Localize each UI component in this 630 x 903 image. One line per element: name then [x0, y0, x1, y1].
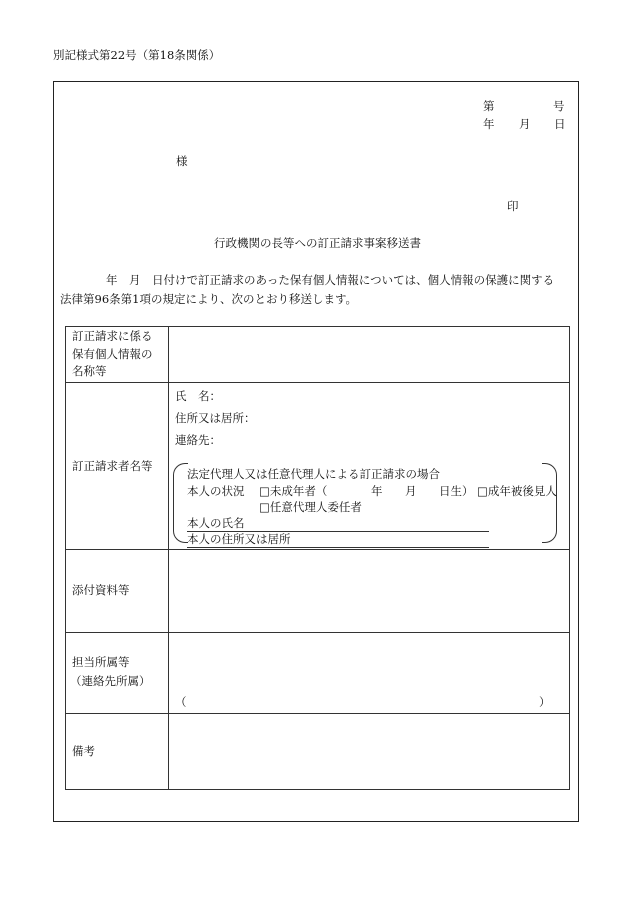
adult-ward-checkbox[interactable]: □成年被後見人 [477, 484, 557, 498]
label-line: 名称等 [72, 364, 107, 378]
body-line-2: 法律第96条第1項の規定により、次のとおり移送します。 [60, 292, 358, 306]
contact-label: 連絡先： [175, 433, 221, 447]
paren-close: ） [539, 695, 551, 709]
label-cell [66, 714, 169, 790]
principal-name-label: 本人の氏名 [187, 516, 245, 530]
number-suffix: 号 [553, 99, 565, 113]
addressee-suffix: 様 [176, 154, 188, 168]
address-label: 住所又は居所： [175, 411, 256, 425]
department-sublabel: （連絡先所属） [70, 674, 151, 688]
row-department [66, 633, 570, 714]
row-personal-info [66, 327, 570, 383]
label-cell [66, 327, 169, 383]
paren-open: （ [175, 695, 187, 709]
principal-address-label: 本人の住所又は居所 [187, 532, 291, 546]
birth-year: 年 [371, 484, 383, 498]
number-prefix: 第 [483, 99, 495, 113]
date-year: 年 [483, 117, 495, 131]
remarks-label: 備考 [72, 744, 95, 758]
value-cell[interactable] [169, 550, 570, 633]
principal-name-line [187, 518, 489, 532]
principal-address-line [187, 534, 489, 548]
bracket-left [173, 463, 188, 543]
label-cell [66, 550, 169, 633]
body-line-1: 年 月 日付けで訂正請求のあった保有個人情報については、個人情報の保護に関する [106, 273, 555, 287]
bracket-right [542, 463, 557, 543]
status-label: 本人の状況 [187, 484, 245, 498]
row-attachments [66, 550, 570, 633]
requester-label: 訂正請求者名等 [72, 459, 153, 473]
name-label: 氏 名： [175, 389, 221, 403]
delegator-checkbox[interactable]: □任意代理人委任者 [259, 500, 362, 514]
value-cell[interactable] [169, 714, 570, 790]
date-month: 月 [519, 117, 531, 131]
attachments-label: 添付資料等 [72, 583, 130, 597]
value-cell[interactable] [169, 327, 570, 383]
date-day: 日 [554, 117, 566, 131]
document-title: 行政機関の長等への訂正請求事案移送書 [214, 236, 421, 250]
minor-checkbox[interactable]: □未成年者（ [259, 484, 328, 498]
label-line: 訂正請求に係る [72, 329, 153, 343]
label-cell [66, 383, 169, 550]
birth-day: 日生） [439, 484, 474, 498]
department-label: 担当所属等 [72, 655, 130, 669]
label-cell [66, 633, 169, 714]
birth-month: 月 [405, 484, 417, 498]
label-line: 保有個人情報の [72, 346, 153, 361]
value-cell[interactable] [169, 383, 570, 550]
row-remarks [66, 714, 570, 790]
form-reference: 別記様式第22号（第18条関係） [53, 48, 221, 62]
transfer-table [65, 326, 570, 790]
seal-mark: 印 [507, 199, 519, 213]
value-cell[interactable] [169, 633, 570, 714]
row-requester [66, 383, 570, 550]
proxy-heading: 法定代理人又は任意代理人による訂正請求の場合 [187, 467, 440, 481]
